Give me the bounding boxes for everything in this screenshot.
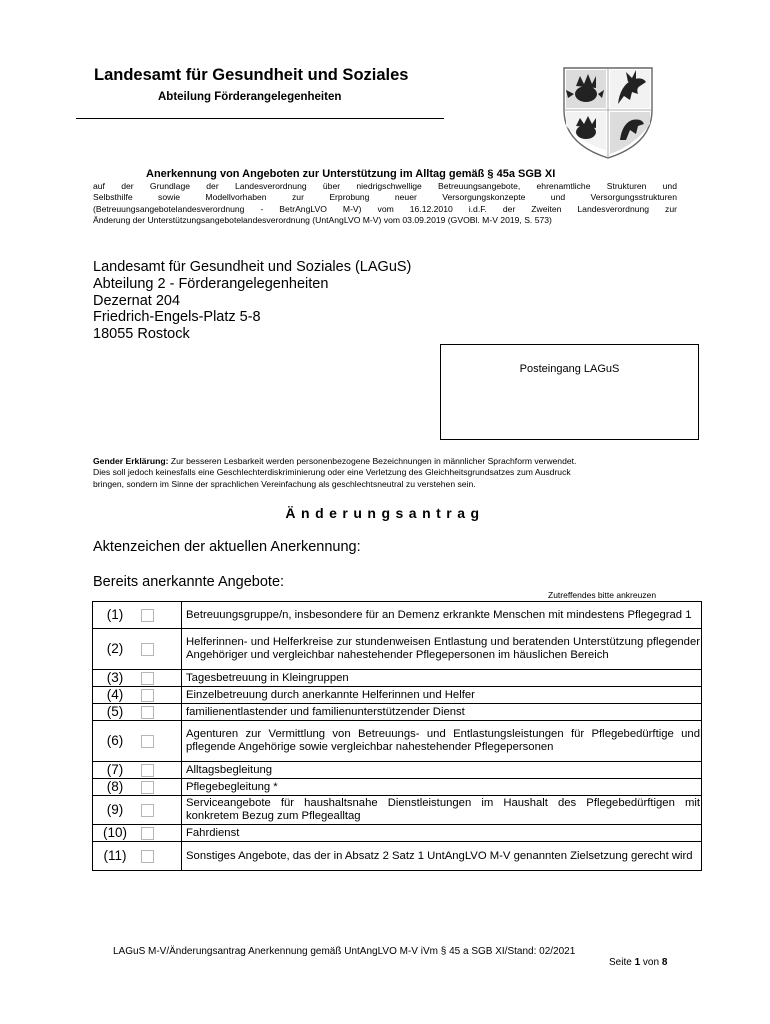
request-title: Anerkennung von Angeboten zur Unterstützung im Alltag gemäß § 45a SGB XI [146, 168, 556, 180]
offer-checkbox[interactable] [141, 735, 154, 748]
offer-checkbox-cell [137, 602, 182, 629]
offer-checkbox-cell [137, 842, 182, 871]
offer-checkbox[interactable] [141, 781, 154, 794]
legal-basis-line: auf der Grundlage der Landesverordnung über niedrigschwellige Betreuungsangebote, ehrenamtliche Strukturen und [93, 181, 677, 191]
table-row [93, 704, 702, 721]
offer-text: Einzelbetreuung durch anerkannte Helferinnen und Helfer [182, 687, 702, 704]
table-row [93, 825, 702, 842]
table-row [93, 602, 702, 629]
coat-of-arms-icon [560, 64, 656, 160]
offer-checkbox-cell [137, 629, 182, 670]
gender-label: Gender Erklärung: [93, 456, 169, 466]
offer-number: (9) [93, 796, 138, 825]
checkbox-hint: Zutreffendes bitte ankreuzen [548, 590, 657, 600]
gender-text: Zur besseren Lesbarkeit werden personenbezogene Bezeichnungen in männlicher Sprachform verwendet. [168, 456, 577, 466]
offer-checkbox[interactable] [141, 609, 154, 622]
offer-number: (3) [93, 670, 138, 687]
offer-checkbox[interactable] [141, 850, 154, 863]
table-row [93, 629, 702, 670]
footer-document-id: LAGuS M-V/Änderungsantrag Anerkennung gemäß UntAngLVO M-V iVm § 45 a SGB XI/Stand: 02/2021 [113, 946, 576, 957]
offer-number: (8) [93, 779, 138, 796]
legal-basis-line: (Betreuungsangebotelandesverordnung - BetrAngLVO M-V) vom 16.12.2010 i.d.F. der Zweiten Landesverordnung zur [93, 203, 677, 214]
recognized-offers-label: Bereits anerkannte Angebote: [93, 574, 285, 590]
form-heading: Änderungsantrag [285, 505, 485, 521]
offer-number: (5) [93, 704, 138, 721]
offer-number: (7) [93, 762, 138, 779]
offer-checkbox-cell [137, 779, 182, 796]
offer-checkbox[interactable] [141, 643, 154, 656]
legal-basis-line: Selbsthilfe sowie Modellvorhaben zur Erprobung neuer Versorgungskonzepte und Versorgungsstrukturen [93, 192, 677, 203]
offer-number: (2) [93, 629, 138, 670]
legal-basis-line: Änderung der Unterstützungsangebotelandesverordnung (UntAngLVO M-V) vom 03.09.2019 (GVOBl. M-V 2019, S. 573) [93, 214, 552, 225]
posteingang-box [440, 344, 699, 440]
offer-text: Agenturen zur Vermittlung von Betreuungs- und Entlastungsleistungen für Pflegebedürftige und pflegende Angehörige sowie vergleichbar nahestehender Pflegepersonen [182, 721, 702, 762]
address-line: 18055 Rostock [93, 326, 190, 343]
offer-text: Alltagsbegleitung [182, 762, 702, 779]
address-line: Dezernat 204 [93, 292, 181, 309]
offer-text: Serviceangebote für haushaltsnahe Dienstleistungen im Haushalt des Pflegebedürftigen mit konkretem Bezug zum Pflegealltag [182, 796, 702, 825]
recipient-address [93, 259, 411, 343]
table-row [93, 721, 702, 762]
header-title: Landesamt für Gesundheit und Soziales [94, 66, 409, 84]
page-mid: von [640, 957, 662, 968]
gender-text: bringen, sondern im Sinne der sprachlichen Vereinfachung als geschlechtsneutral zu verstehen sein. [93, 478, 476, 489]
offer-number: (4) [93, 687, 138, 704]
offer-checkbox[interactable] [141, 804, 154, 817]
offers-table [92, 601, 702, 871]
offer-text: Fahrdienst [182, 825, 702, 842]
offer-text: Betreuungsgruppe/n, insbesondere für an Demenz erkrankte Menschen mit mindestens Pflegegrad 1 [182, 602, 702, 629]
address-line: Abteilung 2 - Förderangelegenheiten [93, 275, 329, 292]
table-row [93, 762, 702, 779]
offer-number: (6) [93, 721, 138, 762]
offer-text: Sonstiges Angebote, das der in Absatz 2 Satz 1 UntAngLVO M-V genannten Zielsetzung gerecht wird [182, 842, 702, 871]
aktenzeichen-label: Aktenzeichen der aktuellen Anerkennung: [93, 539, 361, 555]
offer-number: (1) [93, 602, 138, 629]
offer-checkbox-cell [137, 687, 182, 704]
offer-text: Tagesbetreuung in Kleingruppen [182, 670, 702, 687]
header-subtitle: Abteilung Förderangelegenheiten [158, 91, 342, 103]
offer-number: (10) [93, 825, 138, 842]
offer-checkbox-cell [137, 704, 182, 721]
table-row [93, 796, 702, 825]
posteingang-label: Posteingang LAGuS [519, 363, 620, 375]
address-line: Friedrich-Engels-Platz 5-8 [93, 309, 261, 326]
table-row [93, 670, 702, 687]
offer-number: (11) [93, 842, 138, 871]
page-prefix: Seite [609, 957, 635, 968]
table-row [93, 842, 702, 871]
footer-page-number [609, 957, 667, 968]
offer-checkbox[interactable] [141, 706, 154, 719]
page-current: 1 [634, 957, 641, 968]
offer-text: Helferinnen- und Helferkreise zur stundenweisen Entlastung und beratenden Unterstützung pflegender Angehöriger und vergleichbar nahestehender Pflegepersonen im häuslichen Bereich [182, 629, 702, 670]
table-row [93, 779, 702, 796]
gender-text: Dies soll jedoch keinesfalls eine Geschlechterdiskriminierung oder eine Verletzung des Gleichheitsgrundsatzes zum Ausdruck [93, 467, 571, 478]
offer-checkbox-cell [137, 670, 182, 687]
offer-checkbox-cell [137, 721, 182, 762]
address-line: Landesamt für Gesundheit und Soziales (LAGuS) [93, 259, 412, 275]
offer-checkbox-cell [137, 762, 182, 779]
offer-text: familienentlastender und familienunterstützender Dienst [182, 704, 702, 721]
header-divider [76, 118, 444, 119]
page-total: 8 [661, 957, 668, 968]
gender-declaration [93, 456, 683, 490]
offer-checkbox[interactable] [141, 764, 154, 777]
offer-checkbox[interactable] [141, 672, 154, 685]
request-legal-basis [93, 181, 677, 226]
offer-checkbox-cell [137, 825, 182, 842]
offer-checkbox[interactable] [141, 827, 154, 840]
table-row [93, 687, 702, 704]
offer-checkbox-cell [137, 796, 182, 825]
offer-text: Pflegebegleitung * [182, 779, 702, 796]
offer-checkbox[interactable] [141, 689, 154, 702]
